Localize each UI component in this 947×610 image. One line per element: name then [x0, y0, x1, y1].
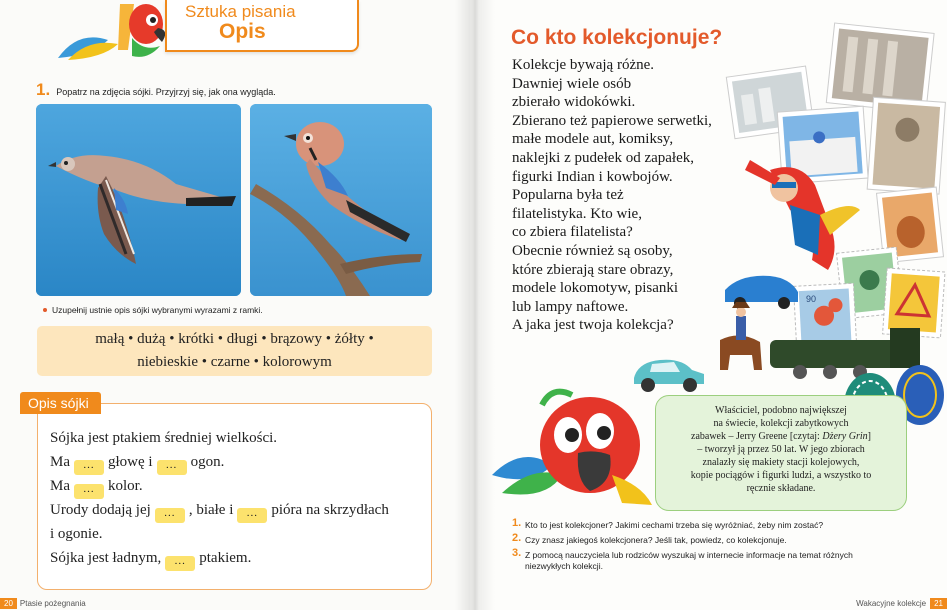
task-text: Popatrz na zdjęcia sójki. Przyjrzyj się, jak ona wygląda. [56, 87, 276, 97]
jay-photo-perched [250, 104, 432, 296]
question-number: 3. [512, 547, 522, 559]
footer-label: Ptasie pożegnania [19, 599, 86, 608]
word-box [37, 326, 432, 376]
question-text: Z pomocą nauczyciela lub rodziców wyszukaj w internecie informacje na temat różnych [525, 550, 853, 560]
text-fragment: , białe i [188, 502, 234, 518]
instruction-text: Uzupełnij ustnie opis sójki wybranymi wyrazami z ramki. [52, 305, 263, 315]
text-line: modele lokomotyw, pisanki [512, 280, 679, 297]
stamp-value: 90 [806, 294, 817, 304]
bubble-line: znalazły się makiety stacji kolejowych, [702, 457, 860, 468]
question-number: 2. [512, 532, 522, 544]
text-line: które zbierają stare obrazy, [512, 261, 674, 278]
jay-photo-flying [36, 104, 241, 296]
parrot-mascot-large [482, 375, 662, 515]
text-line: naklejki z pudełek od zapałek, [512, 149, 695, 166]
description-line-6 [50, 550, 251, 571]
description-line-1: Sójka jest ptakiem średniej wielkości. [50, 430, 278, 446]
bubble-line: kopie pociągów i figurki ludzi, a wszystko to [690, 470, 872, 481]
description-tab: Opis sójki [20, 392, 101, 414]
blank-gap: ... [74, 484, 104, 499]
text-line: Kolekcje bywają różne. [512, 57, 655, 73]
collection-collage [720, 10, 947, 430]
text-fragment: głowę i [108, 454, 153, 470]
text-fragment: ] [867, 431, 871, 442]
section-subtitle: Sztuka pisania [185, 2, 296, 21]
task-number: 1. [36, 80, 51, 99]
text-line: Popularna była też [512, 187, 624, 204]
question-number: 1. [512, 517, 522, 529]
question-text-cont: niezwykłych kolekcji. [525, 561, 603, 571]
text-line: co zbiera filatelista? [512, 224, 633, 241]
description-line-3 [50, 478, 143, 499]
description-line-5: i ogonie. [50, 526, 103, 542]
speech-bubble [655, 395, 907, 511]
word-box-line-2: niebieskie • czarne • kolorowym [137, 354, 332, 370]
left-page [0, 0, 470, 610]
bubble-line: na świecie, kolekcji zabytkowych [713, 418, 849, 429]
text-line: małe modele aut, komiksy, [512, 131, 674, 148]
question-text: Kto to jest kolekcjoner? Jakimi cechami trzeba się wyróżniać, żeby nim zostać? [525, 520, 824, 530]
text-fragment: Ma [50, 478, 70, 494]
left-footer [0, 598, 86, 609]
right-page-title: Co kto kolekcjonuje? [511, 26, 723, 49]
bubble-line: ręcznie składane. [746, 483, 816, 494]
section-title: Opis [219, 20, 266, 43]
question-item [512, 547, 853, 572]
text-line: zbierało widokówki. [512, 94, 636, 111]
text-fragment: zabawek – Jerry Greene [czytaj: [691, 431, 823, 442]
text-line: Zbierano też papierowe serwetki, [512, 112, 712, 129]
blank-gap: ... [157, 460, 187, 475]
text-line: Obecnie również są osoby, [512, 242, 673, 259]
text-line: lub lampy naftowe. [512, 298, 629, 315]
description-box [37, 403, 432, 590]
task-1 [36, 80, 276, 100]
blank-gap: ... [74, 460, 104, 475]
text-line: filatelistyka. Kto wie, [512, 205, 642, 222]
bubble-line: – tworzył ją przez 50 lat. W jego zbiorach [697, 444, 865, 455]
bubble-line: Właściciel, podobno największej [715, 405, 847, 416]
questions-list [512, 517, 853, 576]
text-fragment: pióra na skrzydłach [271, 502, 389, 518]
text-line: A jaka jest twoja kolekcja? [512, 317, 674, 334]
right-footer [856, 598, 947, 609]
text-fragment: Urody dodają jej [50, 502, 151, 518]
blank-gap: ... [155, 508, 185, 523]
question-text: Czy znasz jakiegoś kolekcjonera? Jeśli tak, powiedz, co kolekcjonuje. [525, 535, 787, 545]
jay-flying-illustration [36, 104, 241, 296]
bubble-line [656, 430, 906, 443]
parrot-mascot-small [48, 0, 168, 62]
text-fragment: ptakiem. [199, 550, 252, 566]
text-fragment: Ma [50, 454, 70, 470]
question-item [512, 517, 853, 531]
section-header [165, 0, 359, 52]
word-box-line-1: małą • dużą • krótki • długi • brązowy • żółty • [95, 331, 374, 347]
description-line-4 [50, 502, 389, 523]
text-fragment: Sójka jest ładnym, [50, 550, 162, 566]
text-fragment: ogon. [190, 454, 225, 470]
footer-label: Wakacyjne kolekcje [856, 599, 927, 608]
question-item [512, 532, 853, 546]
text-line: Dawniej wiele osób [512, 75, 632, 92]
toy-cowboy-figure [720, 302, 762, 370]
page-number: 20 [0, 598, 17, 609]
text-fragment: kolor. [108, 478, 143, 494]
right-page [470, 0, 947, 610]
text-line: figurki Indian i kowbojów. [512, 168, 673, 185]
page-number: 21 [930, 598, 947, 609]
blank-gap: ... [237, 508, 267, 523]
blank-gap: ... [165, 556, 195, 571]
description-line-2 [50, 454, 224, 475]
jay-perched-illustration [250, 104, 432, 296]
pronunciation: Dżery Grin [822, 431, 868, 442]
collections-text [512, 56, 752, 335]
